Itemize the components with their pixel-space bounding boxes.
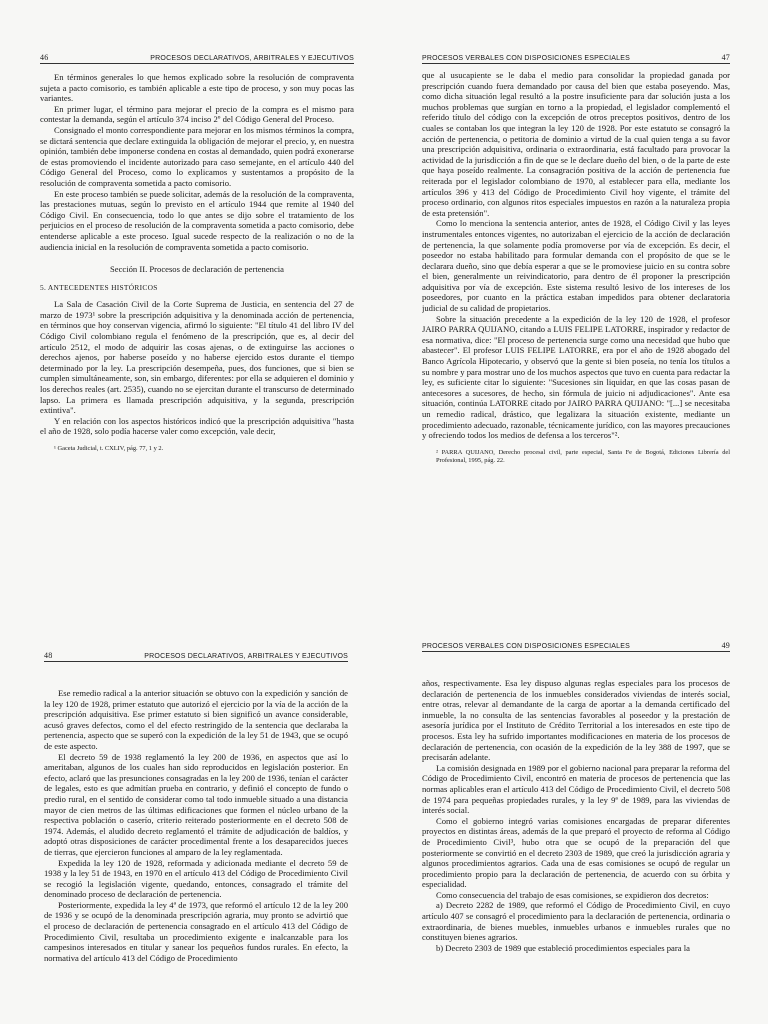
section-title: Sección II. Procesos de declaración de pertenencia [110, 264, 284, 275]
paragraph: años, respectivamente. Esa ley dispuso algunas reglas especiales para los procesos de declaración de pertenencia de los inmuebles considerados viviendas de interés social, entre otras, relevar al demandante de la carga de aportar a la demanda certificado del inmueble, la no consulta de las sentencias favorables al poseedor y la prestación de asesoría jurídica por el Instituto de Crédito Territorial a los interesados en este tipo de procesos. Esta ley ha sufrido importantes modificaciones en materia de los procesos de declaración de pertenencia, con ocasión de la expedición de la ley 388 de 1997, que se precisarán adelante. [422, 678, 730, 763]
header-title: PROCESOS DECLARATIVOS, ARBITRALES Y EJECUTIVOS [144, 653, 348, 660]
footnote: ² PARRA QUIJANO, Derecho procesal civil, parte especial, Santa Fe de Bogotá, Ediciones Librería del Profesional, 1995, pág. 22. [436, 448, 730, 464]
paragraph: a) Decreto 2282 de 1989, que reformó el Código de Procedimiento Civil, en cuyo artículo 407 se consagró el procedimiento para la declaración de pertenencia, ordinaria o extraordinaria, de bienes muebles, inmuebles urbanos e inmuebles rurales que no constituyen bienes agrarios. [422, 900, 730, 943]
running-header [44, 648, 348, 662]
page-number: 46 [40, 53, 49, 62]
paragraph: La Sala de Casación Civil de la Corte Suprema de Justicia, en sentencia del 27 de marzo de 1973¹ sobre la prescripción adquisitiva y la denominada acción de pertenencia, en términos que hoy conservan vigencia, afirmó lo siguiente: "El título 41 del libro IV del Código Civil colombiano regula el fenómeno de la prescripción, que es, al decir del artículo 2512, el modo de adquirir las cosas ajenas, o de extinguirse las acciones o derechos ajenos, por haberse poseído y no haberse ejercido estos durante el tiempo determinado por la ley. La prescripción desempeña, pues, dos funciones, que si bien se cumplen simultáneamente, son, sin embargo, diferentes: por ella se adquieren el dominio y los derechos reales (art. 2535), cuando no se ejercitan durante el transcurso de determinado lapso. La primera es llamada prescripción adquisitiva, y la segunda, prescripción extintiva". [40, 299, 354, 416]
page-content [44, 668, 348, 1024]
paragraph: Como consecuencia del trabajo de esas comisiones, se expidieron dos decretos: [436, 889, 709, 900]
paragraph: que al usucapiente se le daba el medio para consolidar la propiedad ganada por prescripción cuando fuera demandado por causa del bien que estaba poseyendo. Mas, como dicha situación legal resultó a la postre insuficiente para dar solución justa a los muchos problemas que surgían en torno a la propiedad, el legislador complementó el referido título del código con la excepción de otros preceptos positivos, dentro de los cuales se contaban los que integran la ley 120 de 1928. Por este estatuto se consagró la acción de pertenencia, o petitoria de dominio a virtud de la cual quien tenga a su favor una prescripción adquisitiva, ordinaria o extraordinaria, está facultado para provocar la actividad de la jurisdicción a fin de que se le declare dueño del bien, o de la parte de este que haya poseído realmente. La consagración positiva de la acción de pertenencia fue reiterada por el legislador colombiano de 1970, al establecer para ella, mediante los artículos 396 y 413 del Código de Procedimiento Civil hoy vigente, el trámite del proceso ordinario, con algunos ritos especiales impuestos en razón a la naturaleza propia de esta pretensión". [422, 70, 730, 218]
header-title: PROCESOS VERBALES CON DISPOSICIONES ESPECIALES [422, 55, 630, 62]
subsection-title: 5. ANTECEDENTES HISTÓRICOS [40, 282, 158, 292]
body-text [44, 688, 348, 963]
paragraph: Sobre la situación precedente a la expedición de la ley 120 de 1928, el profesor JAIRO PARRA QUIJANO, citando a LUIS FELIPE LATORRE, inspirador y redactor de esa normativa, dice: "El proceso de pertenencia surge como una necesidad que hubo que abastecer". El profesor LUIS FELIPE LATORRE, era por el año de 1928 abogado del Banco Agrícola Hipotecario, y observó que la gente si bien poseía, no tenía los títulos a su nombre y para mostrar uno de los muchos aspectos que tuvo en cuenta para redactar la ley, es suficiente citar lo siguiente: "Sucesiones sin liquidar, en que las cosas pasan de antecesores a sucesores, de hecho, sin fórmula de juicio ni adjudicaciones". Ante esa situación, continúa LATORRE citado por JAIRO PARRA QUIJANO: "[...] se necesitaba un remedio radical, drástico, que legalizara la situación existente, mediante un procedimiento adecuado, razonable, técnicamente jurídico, con las mayores precauciones y ofreciendo todos los medios de defensa a los terceros"². [422, 313, 730, 441]
page-number: 48 [44, 651, 53, 660]
paragraph: Como el gobierno integró varias comisiones encargadas de preparar diferentes proyectos en distintas áreas, además de la que preparó el proyecto de reforma al Código de Procedimiento Civil³, hubo otra que se ocupó de la preparación del que posteriormente se convirtió en el decreto 2303 de 1989, que creó la jurisdicción agraria y algunos procedimientos agrarios. Cada una de esas comisiones se ocupó de regular un procedimiento propio para la declaración de pertenencia, de acuerdo con su órbita y especialidad. [422, 815, 730, 890]
page-49 [384, 512, 768, 1024]
paragraph: La comisión designada en 1989 por el gobierno nacional para preparar la reforma del Código de Procedimiento Civil, encontró en materia de procesos de pertenencia que las normas aplicables eran el artículo 413 del Código de Procedimiento Civil, el decreto 508 de 1974 para pequeñas propiedades rurales, y la ley 9ª de 1989, para las viviendas de interés social. [422, 762, 730, 816]
body-text [422, 678, 730, 953]
body-text [422, 70, 730, 465]
paragraph: b) Decreto 2303 de 1989 que estableció procedimientos especiales para la [436, 942, 690, 953]
running-header [422, 638, 730, 652]
page-48 [0, 512, 384, 1024]
page-content [422, 660, 730, 1024]
page-content [422, 52, 730, 512]
page-47 [384, 0, 768, 512]
page-content [40, 52, 354, 512]
paragraph: Ese remedio radical a la anterior situación se obtuvo con la expedición y sanción de la ley 120 de 1928, primer estatuto que autorizó el ejercicio por la vía de la acción de la prescripción adquisitiva. Ese primer estatuto si bien significó un avance considerable, acusó graves defectos, como el del efecto restringido de la sentencia que declaraba la pertenencia, aspecto que se superó con la expedición de la ley 51 de 1943, que se ocupó de este aspecto. [44, 688, 348, 751]
paragraph: Y en relación con los aspectos históricos indicó que la prescripción adquisitiva "hasta el año de 1928, solo podía hacerse valer como excepción, vale decir, [40, 415, 354, 437]
header-title: PROCESOS DECLARATIVOS, ARBITRALES Y EJECUTIVOS [150, 55, 354, 62]
page-number: 47 [721, 53, 730, 62]
paragraph: En términos generales lo que hemos explicado sobre la resolución de compraventa sujeta a pacto comisorio, es también aplicable a este tipo de proceso, y son muy pocas las variantes. [40, 72, 354, 104]
page-number: 49 [721, 641, 730, 650]
header-title: PROCESOS VERBALES CON DISPOSICIONES ESPECIALES [422, 643, 630, 650]
body-text [40, 72, 354, 453]
paragraph: El decreto 59 de 1938 reglamentó la ley 200 de 1936, en aspectos que así lo ameritaban, algunos de los cuales han sido reproducidos en legislación posterior. En efecto, aclaró que las presunciones consagradas en la ley 200 de 1936, tenían el carácter de legales, esto es que admitían prueba en contrario, y definió el concepto de fundo o predio rural, en el sentido de considerar como tal todo inmueble situado a una distancia mayor de cien metros de las últimas edificaciones que formen el núcleo urbano de la respectiva población o caserío, criterio reiterado posteriormente en el decreto 508 de 1974. Además, el aludido decreto reglamentó el trámite de adjudicación de baldíos, y adoptó otras disposiciones de carácter procedimental frente a los desaparecidos jueces de tierras, que ejercieron funciones al amparo de la ley reglamentada. [44, 751, 348, 857]
page-46 [0, 0, 384, 512]
paragraph: Expedida la ley 120 de 1928, reformada y adicionada mediante el decreto 59 de 1938 y la ley 51 de 1943, en 1970 en el artículo 413 del Código de Procedimiento Civil se recogió la legislación vigente, quedando, entonces, consagrado el trámite del denominado proceso de declaración de pertenencia. [44, 857, 348, 900]
paragraph: Consignado el monto correspondiente para mejorar en los mismos términos la compra, se dictará sentencia que declare extinguida la obligación de mejorar el precio, y, en nuestra opinión, también debe imponerse condena en costas al demandado, quien podrá exonerarse de estas promoviendo el incidente autorizado para caso semejante, en el artículo 440 del Código General del Proceso, como lo explicamos y sustentamos a propósito de la resolución de compraventa sometida a pacto comisorio. [40, 124, 354, 188]
footnote: ¹ Gaceta Judicial, t. CXLIV, pág. 77, 1 y 2. [54, 445, 164, 452]
paragraph: En este proceso también se puede solicitar, además de la resolución de la compraventa, las prestaciones mutuas, según lo previsto en el artículo 1944 que remite al 1940 del Código Civil. En consecuencia, todo lo que antes se dijo sobre el tratamiento de los perjuicios en el proceso de resolución de la compraventa sometida a pacto comisorio, debe entenderse aplicable a este proceso. Igual sucede respecto de la realización o no de la audiencia inicial en la resolución de compraventa sometida a pacto comisorio. [40, 188, 354, 252]
paragraph: En primer lugar, el término para mejorar el precio de la compra es el mismo para contestar la demanda, según el artículo 374 inciso 2º del Código General del Proceso. [40, 103, 354, 125]
paragraph: Como lo menciona la sentencia anterior, antes de 1928, el Código Civil y las leyes instrumentales entonces vigentes, no autorizaban el ejercicio de la acción de declaración de pertenencia, la que solamente podía promoverse por vía de excepción. Es decir, el poseedor no estaba habilitado para formular demanda con el propósito de que se le declarara dueño, sino que debía esperar a que se le promoviese juicio en su contra sobre el bien, generalmente un reivindicatorio, para dentro de él proponer la prescripción adquisitiva por vía de excepción. Este sistema resultó lesivo de los intereses de los poseedores, por cuanto en la práctica estaban impedidos para obtener declaratoria judicial de su calidad de propietarios. [422, 218, 730, 314]
paragraph: Posteriormente, expedida la ley 4ª de 1973, que reformó el artículo 12 de la ley 200 de 1936 y se ocupó de la denominada prescripción agraria, muy pronto se advirtió que el proceso de declaración de pertenencia consagrado en el artículo 413 del Código de Procedimiento Civil, resultaba un procedimiento exigente e inalcanzable para los campesinos interesados en titular y sanear los pequeños fundos rurales. En efecto, la normativa del artículo 413 del Código de Procedimiento [44, 899, 348, 963]
